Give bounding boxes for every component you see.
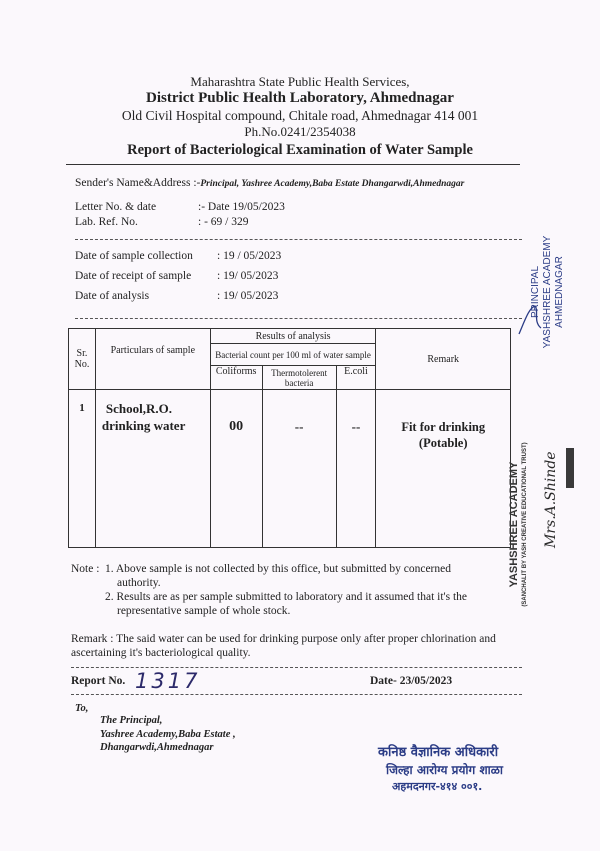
- letter-value: :- Date 19/05/2023: [198, 201, 285, 213]
- letter-label: Letter No. & date: [75, 201, 157, 213]
- divider: [71, 694, 522, 695]
- header-thermo: Thermotolerent bacteria: [262, 366, 336, 390]
- officer-stamp-line-2: जिल्हा आरोग्य प्रयोग शाळा: [386, 763, 503, 777]
- lab-name: District Public Health Laboratory, Ahmednagar: [146, 90, 454, 106]
- header-results: Results of analysis: [210, 329, 376, 344]
- sender-row: [75, 177, 464, 189]
- receipt-value: : 19/ 05/2023: [217, 270, 279, 282]
- dept-name: Maharashtra State Public Health Services,: [190, 74, 410, 89]
- header-sr: Sr. No.: [69, 329, 96, 390]
- row-remark: Fit for drinking (Potable): [376, 390, 511, 548]
- collection-value: : 19 / 05/2023: [217, 250, 282, 262]
- report-title: Report of Bacteriological Examination of Water Sample: [127, 142, 473, 158]
- divider: [75, 318, 522, 319]
- stamp-mark: [566, 448, 574, 488]
- sender-value: Principal, Yashree Academy,Baba Estate Dhangarwdi,Ahmednagar: [200, 179, 465, 189]
- report-no-label: Report No.: [71, 675, 126, 687]
- to-line-1: The Principal,: [100, 715, 163, 726]
- results-table: [68, 328, 511, 548]
- officer-stamp-line-1: कनिष्ठ वैज्ञानिक अधिकारी: [378, 745, 499, 760]
- row-particulars: School,R.O. drinking water: [95, 390, 210, 548]
- principal-signature: [515, 300, 545, 340]
- collection-label: Date of sample collection: [75, 250, 193, 262]
- analysis-label: Date of analysis: [75, 290, 150, 302]
- lab-ref-value: : - 69 / 329: [198, 216, 249, 228]
- header-bacterial: Bacterial count per 100 ml of water sample: [210, 344, 376, 366]
- header-particulars: Particulars of sample: [95, 329, 210, 390]
- lab-ref-label: Lab. Ref. No.: [75, 216, 138, 228]
- lab-address: Old Civil Hospital compound, Chitale road, Ahmednagar 414 001: [121, 108, 479, 123]
- note-2: 2. Results are as per sample submitted to laboratory and it assumed that it's the: [105, 591, 468, 603]
- analysis-value: : 19/ 05/2023: [217, 290, 279, 302]
- to-line-2: Yashree Academy,Baba Estate ,: [100, 729, 236, 740]
- receipt-label: Date of receipt of sample: [75, 270, 192, 282]
- row-coliforms: 00: [210, 390, 262, 548]
- lab-phone: Ph.No.0241/2354038: [244, 124, 356, 139]
- report-date: Date- 23/05/2023: [370, 675, 453, 687]
- header-coliforms: Coliforms: [210, 366, 262, 390]
- divider: [75, 239, 522, 240]
- title-rule: [66, 164, 520, 165]
- divider: [71, 667, 522, 668]
- academy-signature: Mrs.A.Shinde: [543, 451, 559, 548]
- table-row: [69, 390, 511, 548]
- row-sr: 1: [69, 390, 96, 548]
- note-2-cont: representative sample of whole stock.: [117, 605, 291, 617]
- remark-line-2: ascertaining it's bacteriological quality.: [71, 647, 251, 659]
- academy-stamp: YASHSHREE ACADEMY (SANCHALIT BY YASH CREATIVE EDUCATIONAL TRUST): [508, 442, 528, 607]
- principal-stamp: PRINCIPAL YASHSHREE ACADEMY AHMEDNAGAR: [530, 235, 565, 349]
- note-label: Note :: [71, 563, 100, 575]
- remark-line-1: Remark : The said water can be used for drinking purpose only after proper chlorination and: [71, 633, 496, 645]
- row-thermo: --: [262, 390, 336, 548]
- sender-label: Sender's Name&Address :-: [75, 177, 201, 189]
- header-remark: Remark: [376, 329, 511, 390]
- officer-stamp-line-3: अहमदनगर-४१४ ००१.: [392, 780, 483, 793]
- to-label: To,: [75, 703, 89, 714]
- report-no-value: 1317: [135, 669, 201, 693]
- row-ecoli: --: [336, 390, 376, 548]
- to-line-3: Dhangarwdi,Ahmednagar: [100, 742, 214, 753]
- header-ecoli: E.coli: [336, 366, 376, 390]
- note-1: 1. Above sample is not collected by this office, but submitted by concerned: [105, 563, 451, 575]
- note-1-cont: authority.: [117, 577, 161, 589]
